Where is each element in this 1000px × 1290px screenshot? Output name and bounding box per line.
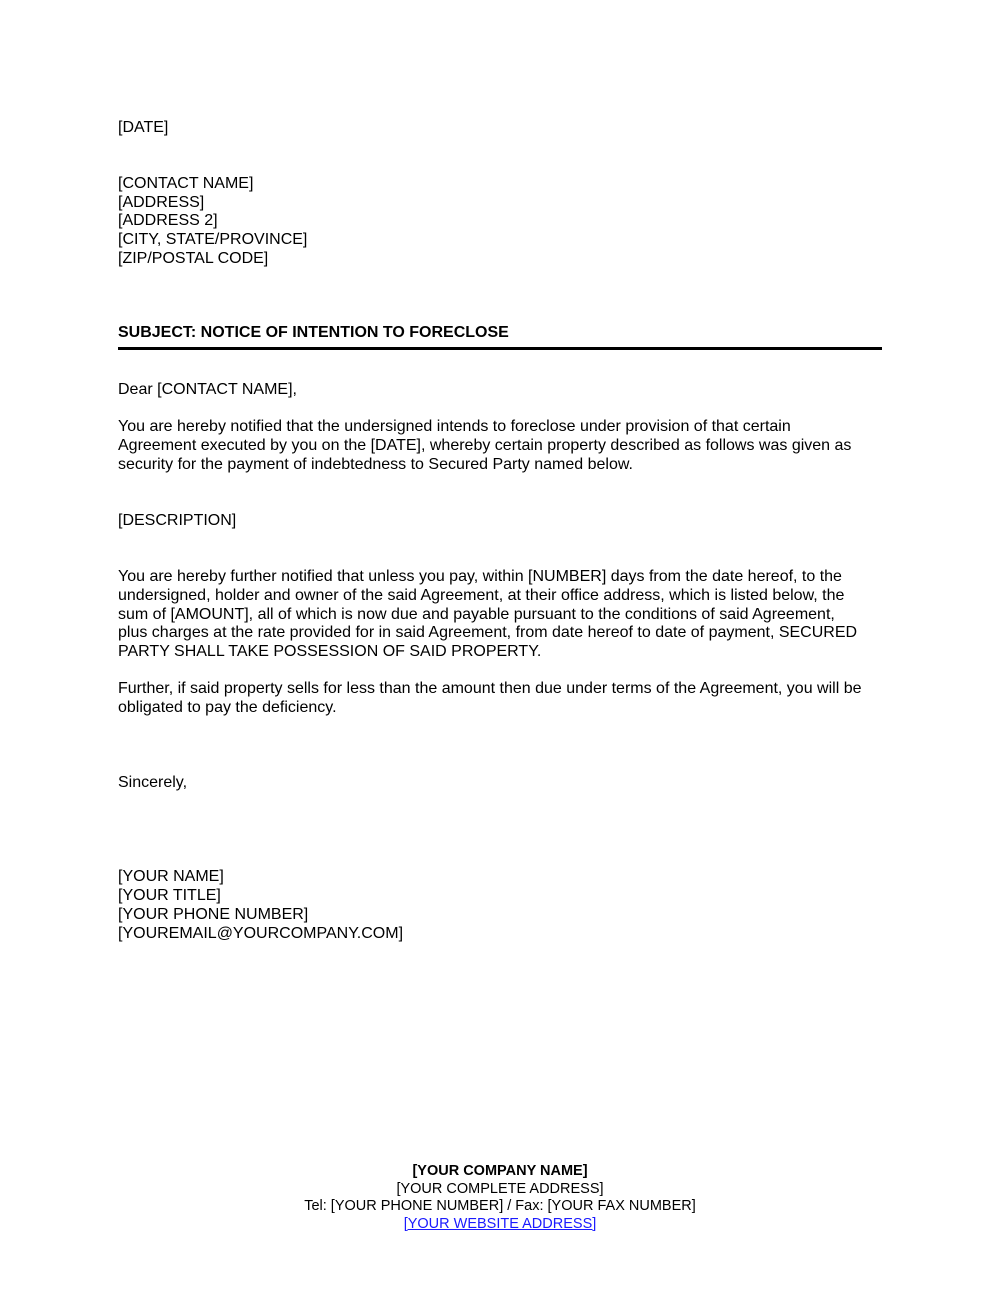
paragraph-notice-line: Agreement executed by you on the [DATE], whereby certain property described as follows was given as xyxy=(118,436,852,454)
paragraph-notice-line: You are hereby notified that the undersigned intends to foreclose under provision of that certain xyxy=(118,418,791,435)
footer-website-link[interactable]: [YOUR WEBSITE ADDRESS] xyxy=(403,1215,597,1232)
letter-date: [DATE] xyxy=(118,119,169,136)
paragraph-payment-line: sum of [AMOUNT], all of which is now due and payable pursuant to the conditions of said Agreement, xyxy=(118,605,835,623)
paragraph-deficiency xyxy=(118,680,888,718)
letter-footer xyxy=(0,1163,1000,1233)
closing: Sincerely, xyxy=(118,774,188,791)
paragraph-notice xyxy=(118,418,888,474)
recipient-address-2: [ADDRESS 2] xyxy=(118,212,218,229)
paragraph-payment-line: PARTY SHALL TAKE POSSESSION OF SAID PROPERTY. xyxy=(118,643,542,661)
footer-contact: Tel: [YOUR PHONE NUMBER] / Fax: [YOUR FAX NUMBER] xyxy=(304,1198,696,1214)
signature-phone: [YOUR PHONE NUMBER] xyxy=(118,906,309,923)
recipient-zip: [ZIP/POSTAL CODE] xyxy=(118,250,269,267)
paragraph-deficiency-line: obligated to pay the deficiency. xyxy=(118,698,337,716)
paragraph-deficiency-line: Further, if said property sells for less than the amount then due under terms of the Agreement, you will be xyxy=(118,680,862,697)
property-description: [DESCRIPTION] xyxy=(118,512,237,529)
recipient-city-state: [CITY, STATE/PROVINCE] xyxy=(118,231,308,248)
paragraph-notice-line: security for the payment of indebtedness to Secured Party named below. xyxy=(118,455,633,473)
signature-email: [YOUREMAIL@YOURCOMPANY.COM] xyxy=(118,925,404,942)
paragraph-payment-line: undersigned, holder and owner of the said Agreement, at their office address, which is listed below, the xyxy=(118,586,845,604)
letter-subject: SUBJECT: NOTICE OF INTENTION TO FORECLOSE xyxy=(118,324,509,341)
signature-title: [YOUR TITLE] xyxy=(118,887,221,904)
paragraph-payment xyxy=(118,568,888,662)
paragraph-payment-line: You are hereby further notified that unless you pay, within [NUMBER] days from the date hereof, to the xyxy=(118,568,842,585)
signature-name: [YOUR NAME] xyxy=(118,868,224,885)
salutation: Dear [CONTACT NAME], xyxy=(118,381,297,398)
recipient-address: [ADDRESS] xyxy=(118,194,205,211)
subject-divider xyxy=(118,347,882,350)
footer-company-name: [YOUR COMPANY NAME] xyxy=(412,1163,588,1179)
footer-address: [YOUR COMPLETE ADDRESS] xyxy=(396,1180,604,1197)
recipient-contact-name: [CONTACT NAME] xyxy=(118,175,254,192)
paragraph-payment-line: plus charges at the rate provided for in said Agreement, from date hereof to date of payment, SECURED xyxy=(118,624,858,642)
